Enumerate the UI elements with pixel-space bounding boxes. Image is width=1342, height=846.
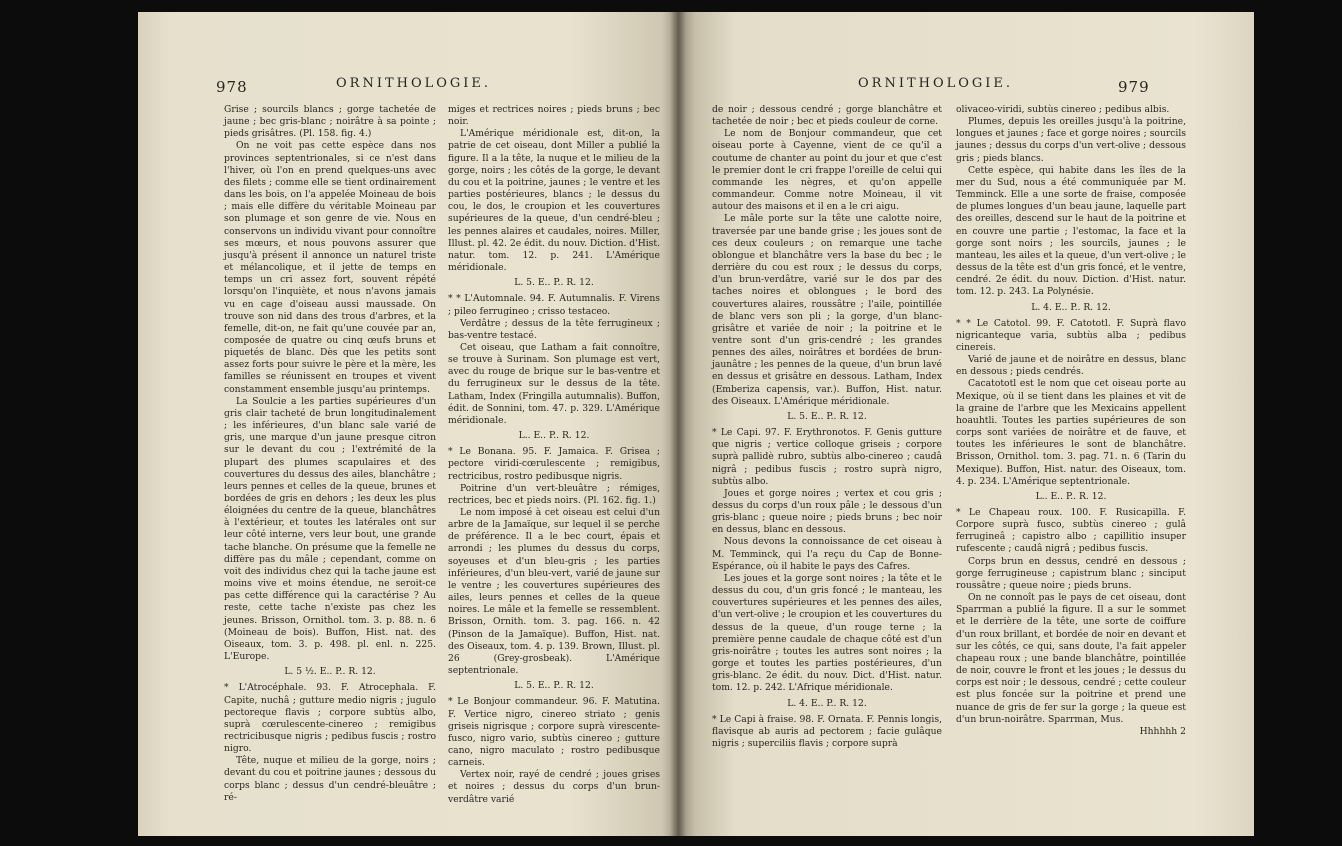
paragraph: On ne connoît pas le pays de cet oiseau, dont Sparrman a publié la figure. Il a sur le sommet et le derrière de la tête, une sorte de coiffure d'un roux brillant, et bordée de noir en devant et sur les côtés, ce qui, sans doute, l'a fait appeler chapeau roux ; une bande blanchâtre, pointillée de noir, couvre le front et les joues ; le dessus du corps est noir ; le dessous, cendré ; cette couleur est plus foncée sur la poitrine et prend une nuance de gris de fer sur la gorge ; la queue est d'un brun-noirâtre. Sparrman, Mus.	[956, 592, 1186, 725]
entry-heading: * Le Bonjour commandeur. 96. F. Matutina. F. Vertice nigro, cinereo striato ; genis griseis nigrisque ; corpore suprà virescente-fusco, nigro vario, subtùs cinereo ; gutture cano, nigro maculato ; rostro pedibusque carneis.	[448, 696, 660, 769]
paragraph: Tête, nuque et milieu de la gorge, noirs ; devant du cou et poitrine jaunes ; dessous du corps blanc ; dessus d'un cendré-bleuâtre ; ré-	[224, 755, 436, 803]
paragraph: Grise ; sourcils blancs ; gorge tachetée de jaune ; bec gris-blanc ; noirâtre à sa pointe ; pieds grisâtres. (Pl. 158. fig. 4.)	[224, 104, 436, 140]
entry-heading: * L'Atrocéphale. 93. F. Atrocephala. F. Capite, nuchâ ; gutture medio nigris ; jugulo pectoreque flavis ; corpore subtùs albo, suprà cœrulescente-cinereo ; remigibus rectricibusque nigris ; pedibus fuscis ; rostro nigro.	[224, 682, 436, 755]
paragraph: olivaceo-viridi, subtùs cinereo ; pedibus albis.	[956, 104, 1170, 115]
paragraph: Cet oiseau, que Latham a fait connoître, se trouve à Surinam. Son plumage est vert, avec du rouge de brique sur le bas-ventre et du ferrugineux sur le dessus de la tête. Latham, Index (Fringilla autumnalis). Buffon, édit. de Sonnini, tom. 47. p. 329. L'Amérique méridionale.	[448, 341, 660, 426]
running-head: ORNITHOLOGIE.	[336, 76, 492, 91]
page-number: 979	[1118, 78, 1150, 96]
running-head: ORNITHOLOGIE.	[858, 76, 1014, 91]
paragraph: Plumes, depuis les oreilles jusqu'à la poitrine, longues et jaunes ; face et gorge noires ; sourcils jaunes ; dessus du corps d'un vert-olive ; dessous gris ; pieds blancs.	[956, 116, 1186, 164]
paragraph: miges et rectrices noires ; pieds bruns ; bec noir.	[448, 104, 660, 128]
paragraph: Le mâle porte sur la tête une calotte noire, traversée par une bande grise ; les joues sont de ces deux couleurs ; on remarque une tache oblongue et blanchâtre vers la base du bec ; le derrière du cou est roux ; le dessus du corps, d'un brun-verdâtre, varié sur le dos par des taches noires et oblongues ; le bord des couvertures alaires, roussâtre ; l'aile, pointillée de blanc vers son pli ; la gorge, d'un blanc-grisâtre et variée de noir ; la poitrine et le ventre sont d'un gris-cendré ; les grandes pennes des ailes, noirâtres et bordées de brun-jaunâtre ; les pennes de la queue, d'un brun lavé en dessus et grisâtre en dessous. Latham, Index (Emberiza capensis, var.). Buffon, Hist. natur. des Oiseaux. L'Amérique méridionale.	[712, 213, 942, 407]
paragraph: On ne voit pas cette espèce dans nos provinces septentrionales, si ce n'est dans l'hiver, où l'on en prend quelques-uns avec des filets ; comme elle se tient ordinairement dans les bois, on l'a appelée Moineau de bois ; mais elle diffère du véritable Moineau par son plumage et son genre de vie. Nous en conservons un individu vivant pour connoître ses mœurs, et nous pouvons assurer que jusqu'à présent il annonce un naturel triste et mélancolique, et il jette de temps en temps un cri assez fort, souvent répété lorsqu'on l'inquiète, et nous n'avons jamais vu en cage d'oiseau aussi maussade. On trouve son nid dans des trous d'arbres, et la femelle, dit-on, ne fait qu'une couvée par an, composée de quatre ou cinq œufs bruns et piquetés de blanc. Dès que les petits sont assez forts pour suivre le père et la mère, les familles se réunissent en troupes et vivent constamment ensemble jusqu'au printemps.	[224, 140, 436, 395]
right-page	[678, 12, 1254, 836]
paragraph: Nous devons la connoissance de cet oiseau à M. Temminck, qui l'a reçu du Cap de Bonne-Espérance, où il habite le pays des Cafres.	[712, 536, 942, 572]
text-column-2	[956, 104, 1186, 738]
text-column-1	[712, 104, 942, 750]
text-column-1	[224, 104, 436, 804]
entry-heading: * Le Bonana. 95. F. Jamaica. F. Grisea ; pectore viridi-cœrulescente ; remigibus, rectricibus, rostro pedibusque nigris.	[448, 446, 660, 482]
left-page	[138, 12, 678, 836]
measure-line: L. 5. E.. P.. R. 12.	[514, 277, 594, 289]
paragraph: Le nom de Bonjour commandeur, que cet oiseau porte à Cayenne, vient de ce qu'il a coutume de chanter au point du jour et que c'est le premier dont le cri frappe l'oreille de celui qui commande les nègres, et qu'on appelle commandeur. Comme notre Moineau, il vit autour des maisons et il en a le cri aigu.	[712, 128, 942, 213]
paragraph: Joues et gorge noires ; vertex et cou gris ; dessus du corps d'un roux pâle ; le dessous d'un gris-blanc ; queue noire ; pieds bruns ; bec noir en dessus, blanc en dessous.	[712, 487, 942, 536]
book-spread	[138, 12, 1254, 836]
paragraph: Le nom imposé à cet oiseau est celui d'un arbre de la Jamaïque, sur lequel il se perche de préférence. Il a le bec court, épais et arrondi ; les plumes du dessus du corps, soyeuses et d'un bleu-gris ; les parties inférieures, d'un bleu-vert, varié de jaune sur le ventre ; les couvertures supérieures des ailes, leurs pennes et celles de la queue noires. Le mâle et la femelle se ressemblent. Brisson, Ornith. tom. 3. pag. 166. n. 42 (Pinson de la Jamaïque). Buffon, Hist. nat. des Oiseaux, tom. 4. p. 139. Brown, Illust. pl. 26 (Grey-grosbeak). L'Amérique septentrionale.	[448, 507, 660, 677]
book-gutter	[670, 12, 686, 836]
paragraph: Poitrine d'un vert-bleuâtre ; rémiges, rectrices, bec et pieds noirs. (Pl. 162. fig. 1.)	[448, 482, 660, 506]
measure-line: L. 5. E.. P.. R. 12.	[514, 680, 594, 692]
paragraph: Verdâtre ; dessus de la tête ferrugineux ; bas-ventre testacé.	[448, 317, 660, 341]
entry-heading: * Le Chapeau roux. 100. F. Rusicapilla. F. Corpore suprà fusco, subtùs cinereo ; gulâ ferrugineâ ; capistro albo ; capillitio insuper rufescente ; caudâ nigrâ ; pedibus fuscis.	[956, 507, 1186, 555]
measure-line: L. 4. E.. P.. R. 12.	[1031, 301, 1111, 313]
measure-line: L. 5. E.. P.. R. 12.	[787, 410, 867, 422]
paragraph: Cacatototl est le nom que cet oiseau porte au Mexique, où il se tient dans les plaines et vit de la graine de l'arbre que les Mexicains appellent hoauhtli. Toutes les parties supérieures de son corps sont variées de noirâtre et de fauve, et toutes les inférieures le sont de blanchâtre. Brisson, Ornithol. tom. 3. pag. 71. n. 6 (Tarin du Mexique). Buffon, Hist. natur. des Oiseaux, tom. 4. p. 234. L'Amérique septentrionale.	[956, 378, 1186, 487]
entry-heading: * * L'Automnale. 94. F. Autumnalis. F. Virens ; pileo ferrugineo ; crisso testaceo.	[448, 293, 660, 317]
paragraph: de noir ; dessous cendré ; gorge blanchâtre et tachetée de noir ; bec et pieds couleur de corne.	[712, 104, 942, 128]
measure-line: L. 4. E.. P.. R. 12.	[787, 697, 867, 709]
paragraph: L'Amérique méridionale est, dit-on, la patrie de cet oiseau, dont Miller a publié la figure. Il a la tête, la nuque et le milieu de la gorge, noirs ; les côtés de la gorge, le devant du cou et la poitrine, jaunes ; le ventre et les parties postérieures, blancs ; le dessus du cou, le dos, le croupion et les couvertures supérieures de la queue, d'un cendré-bleu ; les pennes alaires et caudales, noires. Miller, Illust. pl. 42. 2e édit. du nouv. Diction. d'Hist. natur. tom. 12. p. 241. L'Amérique méridionale.	[448, 128, 660, 274]
paragraph: La Soulcie a les parties supérieures d'un gris clair tacheté de brun longitudinalement ; les inférieures, d'un blanc sale varié de gris, une marque d'un jaune presque citron sur le devant du cou ; l'extrémité de la plupart des plumes scapulaires et des couvertures du dessus des ailes, blanchâtre ; leurs pennes et celles de la queue, brunes et bordées de gris en dehors ; les deux les plus éloignées du centre de la queue, blanchâtres à l'extérieur, et toutes les latérales ont sur leur côté interne, vers leur bout, une grande tache blanche. On présume que la femelle ne diffère pas du mâle ; cependant, comme on voit des individus chez qui la tache jaune est moins vive et moins étendue, ne seroit-ce pas cette différence qui la caractérise ? Au reste, cette tache n'existe pas chez les jeunes. Brisson, Ornithol. tom. 3. p. 88. n. 6 (Moineau de bois). Buffon, Hist. nat. des Oiseaux, tom. 3. p. 498. pl. enl. n. 225. L'Europe.	[224, 395, 436, 663]
entry-heading: * Le Capi. 97. F. Erythronotos. F. Genis gutture que nigris ; vertice colloque griseis ; corpore suprà pallidè rubro, subtùs albo-cinereo ; caudâ nigrâ ; pedibus fuscis ; rostro suprà nigro, subtùs albo.	[712, 427, 942, 487]
paragraph: Cette espèce, qui habite dans les îles de la mer du Sud, nous a été communiquée par M. Temminck. Elle a une sorte de fraise, composée de plumes longues d'un beau jaune, laquelle part des oreilles, descend sur le haut de la poitrine et en couvre une partie ; l'estomac, la face et la gorge sont noirs ; les sourcils, jaunes ; le manteau, les ailes et la queue, d'un vert-olive ; le dessus de la tête est d'un gris foncé, et le ventre, cendré. 2e édit. du nouv. Diction. d'Hist. natur. tom. 12. p. 243. La Polynésie.	[956, 164, 1186, 298]
page-number: 978	[216, 78, 248, 96]
measure-line: L.. E.. P.. R. 12.	[518, 430, 590, 442]
measure-line: L. 5 ½. E.. P.. R. 12.	[284, 666, 376, 678]
entry-heading: * * Le Catotol. 99. F. Catototl. F. Suprà flavo nigricanteque varia, subtùs alba ; pedibus cinereis.	[956, 317, 1186, 353]
paragraph: Corps brun en dessus, cendré en dessous ; gorge ferrugineuse ; capistrum blanc ; sinciput roussâtre ; queue noire ; pieds bruns.	[956, 555, 1186, 591]
text-column-2	[448, 104, 660, 806]
entry-heading: * Le Capi à fraise. 98. F. Ornata. F. Pennis longis, flavisque ab auris ad pectorem ; facie gulâque nigris ; superciliis flavis ; corpore suprà	[712, 713, 942, 749]
paragraph: Varié de jaune et de noirâtre en dessus, blanc en dessous ; pieds cendrés.	[956, 354, 1186, 378]
catchword: Hhhhhh 2	[1139, 725, 1186, 737]
paragraph: Les joues et la gorge sont noires ; la tête et le dessus du cou, d'un gris foncé ; le manteau, les couvertures supérieures et les pennes des ailes, d'un vert-olive ; le croupion et les couvertures du dessus de la queue, d'un rouge terne ; la première penne caudale de chaque côté est d'un gris-noirâtre ; toutes les autres sont noires ; la gorge et toutes les parties postérieures, d'un gris-blanc. 2e édit. du nouv. Dict. d'Hist. natur. tom. 12. p. 242. L'Afrique méridionale.	[712, 572, 942, 694]
measure-line: L.. E.. P.. R. 12.	[1035, 490, 1107, 502]
paragraph: Vertex noir, rayé de cendré ; joues grises et noires ; dessus du corps d'un brun-verdâtre varié	[448, 769, 660, 805]
